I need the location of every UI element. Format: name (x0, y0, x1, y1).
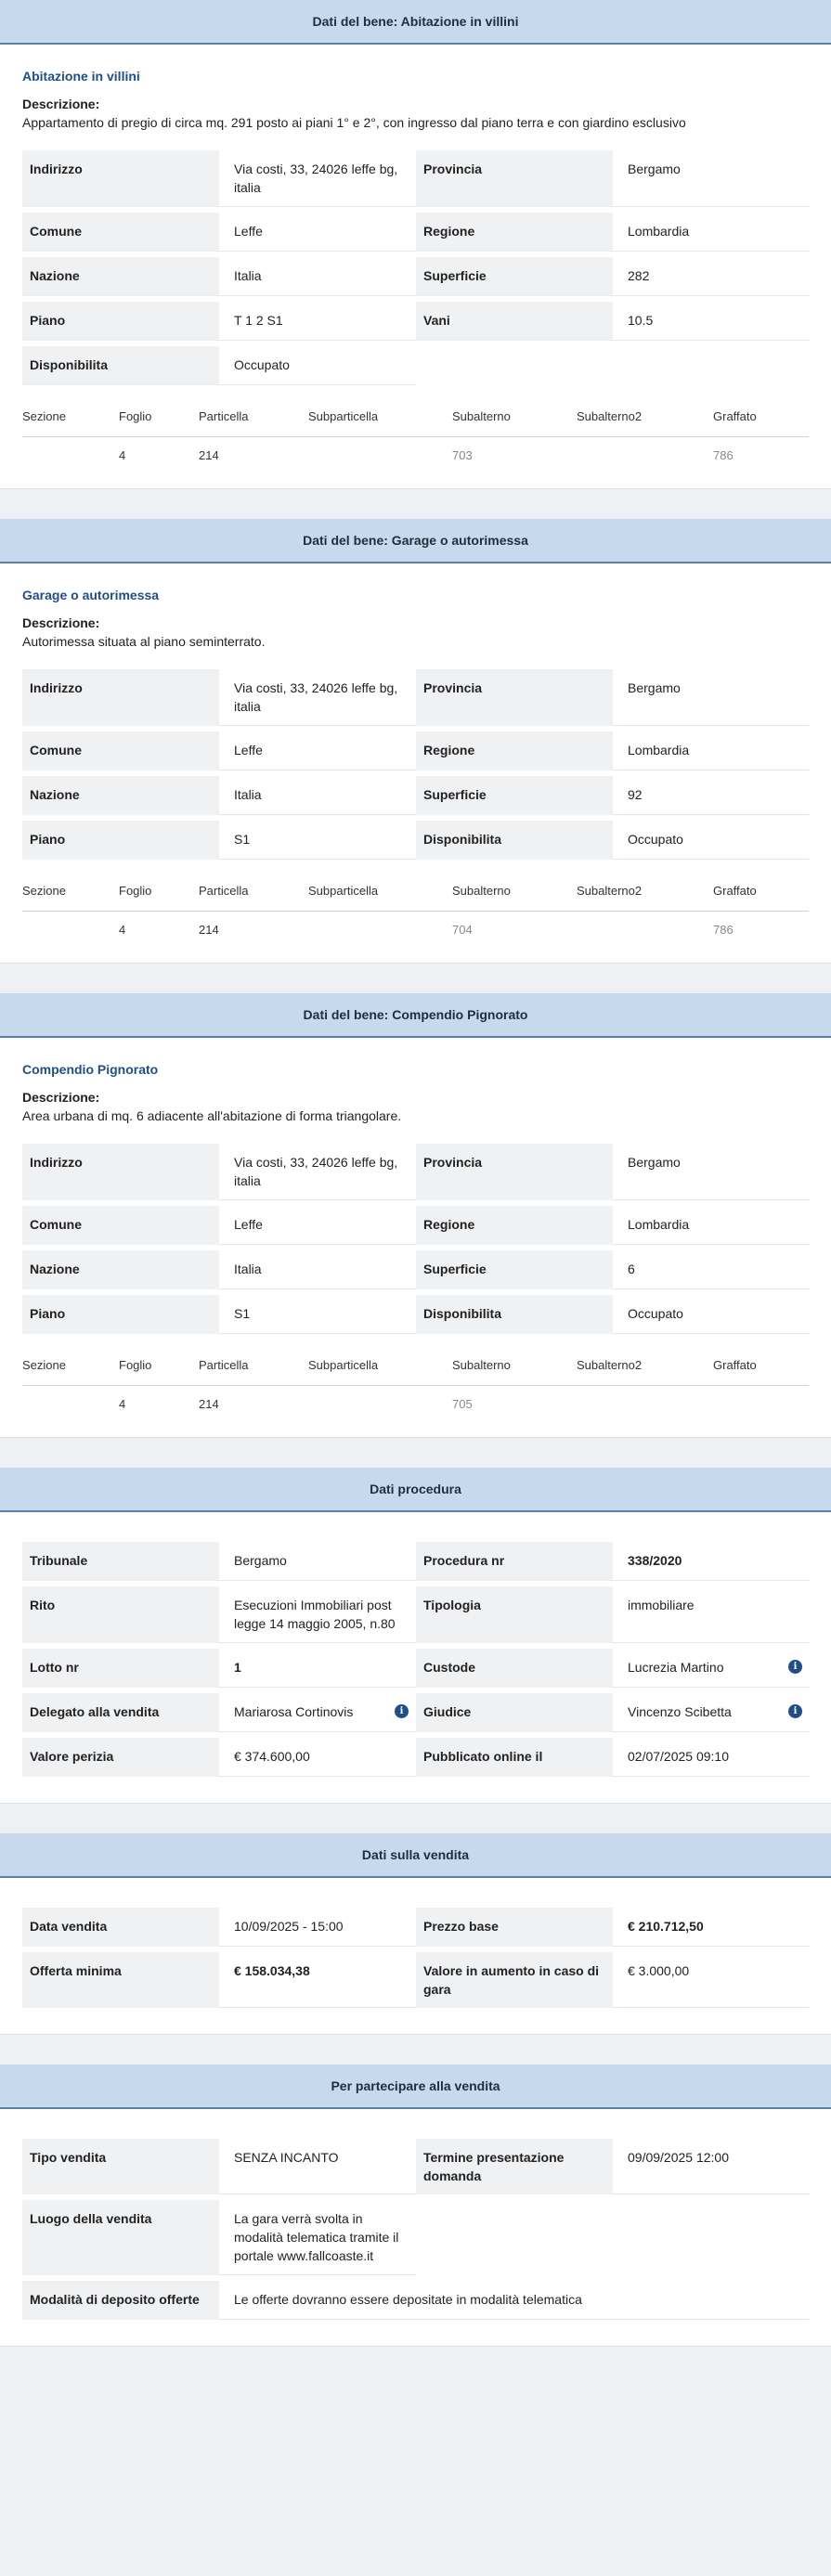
superficie-value: 282 (613, 257, 810, 296)
tribunale-value: Bergamo (219, 1542, 416, 1581)
vani-value: 10.5 (613, 302, 810, 341)
col-subalterno: Subalterno (452, 884, 511, 898)
nazione-value: Italia (219, 257, 416, 296)
cell-graffato: 786 (713, 923, 734, 937)
pubblicato-label: Pubblicato online il (416, 1738, 613, 1777)
indirizzo-label: Indirizzo (22, 1144, 219, 1200)
aumento-value: € 3.000,00 (613, 1952, 810, 2008)
regione-label: Regione (416, 213, 613, 252)
details-grid (22, 1902, 809, 2008)
disponibilita-value: Occupato (613, 1295, 810, 1334)
col-foglio: Foglio (119, 409, 152, 423)
procedura-value: 338/2020 (613, 1542, 810, 1581)
cell-sezione (22, 923, 119, 937)
table-row (22, 437, 809, 462)
cell-foglio: 4 (119, 448, 126, 462)
card-header: Per partecipare alla vendita (0, 2065, 831, 2109)
col-subalterno2: Subalterno2 (577, 884, 643, 898)
cell-subalterno2 (577, 1397, 713, 1411)
description-label: Descrizione: (22, 1090, 100, 1105)
col-particella: Particella (199, 884, 249, 898)
luogo-value: La gara verrà svolta in modalità telematica tramite il portale www.fallcoaste.it (219, 2200, 416, 2275)
delegato-label: Delegato alla vendita (22, 1693, 219, 1732)
regione-label: Regione (416, 731, 613, 770)
asset-card-abitazione (0, 0, 831, 489)
prezzo-base-label: Prezzo base (416, 1908, 613, 1947)
comune-label: Comune (22, 731, 219, 770)
tipologia-label: Tipologia (416, 1586, 613, 1643)
disponibilita-label: Disponibilita (416, 1295, 613, 1334)
rito-label: Rito (22, 1586, 219, 1643)
giudice-name: Vincenzo Scibetta (628, 1704, 732, 1719)
asset-title: Garage o autorimessa (22, 588, 160, 602)
superficie-label: Superficie (416, 257, 613, 296)
piano-value: S1 (219, 821, 416, 860)
info-icon[interactable]: i (395, 1704, 409, 1718)
cell-graffato (713, 1397, 809, 1411)
col-sezione: Sezione (22, 884, 66, 898)
col-subalterno2: Subalterno2 (577, 409, 643, 423)
rito-value: Esecuzioni Immobiliari post legge 14 maggio 2005, n.80 (219, 1586, 416, 1643)
cell-particella: 214 (199, 1397, 219, 1411)
cadastre-header-row (22, 1358, 809, 1386)
cell-subalterno: 703 (452, 448, 473, 462)
giudice-value (613, 1693, 810, 1732)
asset-title: Abitazione in villini (22, 69, 140, 84)
cadastre-header-row (22, 409, 809, 437)
details-grid (22, 2133, 809, 2320)
description-label: Descrizione: (22, 615, 100, 630)
col-subalterno2: Subalterno2 (577, 1358, 643, 1372)
regione-label: Regione (416, 1206, 613, 1245)
disponibilita-label: Disponibilita (416, 821, 613, 860)
table-row (22, 912, 809, 937)
card-header: Dati del bene: Abitazione in villini (0, 0, 831, 45)
cell-subalterno2 (577, 448, 713, 462)
cell-particella: 214 (199, 448, 219, 462)
cell-graffato: 786 (713, 448, 734, 462)
description-text: Autorimessa situata al piano seminterrato. (22, 634, 266, 649)
aumento-label: Valore in aumento in caso di gara (416, 1952, 613, 2008)
cell-foglio: 4 (119, 1397, 126, 1411)
cell-subparticella (308, 448, 452, 462)
disponibilita-value: Occupato (613, 821, 810, 860)
cadastre-table (22, 1358, 809, 1411)
col-sezione: Sezione (22, 1358, 66, 1372)
nazione-value: Italia (219, 1250, 416, 1289)
tribunale-label: Tribunale (22, 1542, 219, 1581)
provincia-value: Bergamo (613, 150, 810, 207)
piano-label: Piano (22, 302, 219, 341)
col-subparticella: Subparticella (308, 1358, 379, 1372)
col-graffato: Graffato (713, 409, 757, 423)
superficie-value: 92 (613, 776, 810, 815)
cell-foglio: 4 (119, 923, 126, 937)
procedura-label: Procedura nr (416, 1542, 613, 1581)
asset-card-garage (0, 519, 831, 964)
col-foglio: Foglio (119, 1358, 152, 1372)
piano-value: S1 (219, 1295, 416, 1334)
indirizzo-value: Via costi, 33, 24026 leffe bg, italia (219, 669, 416, 726)
details-grid (22, 664, 809, 860)
regione-value: Lombardia (613, 731, 810, 770)
termine-label: Termine presentazione domanda (416, 2139, 613, 2194)
asset-title: Compendio Pignorato (22, 1062, 159, 1077)
provincia-label: Provincia (416, 669, 613, 726)
custode-name: Lucrezia Martino (628, 1660, 724, 1675)
col-graffato: Graffato (713, 884, 757, 898)
tipologia-value: immobiliare (613, 1586, 810, 1643)
partecipare-card (0, 2065, 831, 2347)
tipo-vendita-label: Tipo vendita (22, 2139, 219, 2194)
col-subparticella: Subparticella (308, 884, 379, 898)
provincia-value: Bergamo (613, 669, 810, 726)
perizia-label: Valore perizia (22, 1738, 219, 1777)
col-foglio: Foglio (119, 884, 152, 898)
lotto-value: 1 (219, 1649, 416, 1688)
cadastre-header-row (22, 884, 809, 912)
data-vendita-label: Data vendita (22, 1908, 219, 1947)
cell-subparticella (308, 923, 452, 937)
description-label: Descrizione: (22, 97, 100, 111)
col-sezione: Sezione (22, 409, 66, 423)
indirizzo-label: Indirizzo (22, 150, 219, 207)
blank-cell (613, 2200, 810, 2275)
nazione-value: Italia (219, 776, 416, 815)
nazione-label: Nazione (22, 257, 219, 296)
cell-subparticella (308, 1397, 452, 1411)
cell-sezione (22, 448, 119, 462)
cadastre-table (22, 884, 809, 937)
deposito-label: Modalità di deposito offerte (22, 2281, 219, 2320)
description-text: Appartamento di pregio di circa mq. 291 posto ai piani 1° e 2°, con ingresso dal piano terra e con giardino esclusivo (22, 115, 686, 130)
custode-label: Custode (416, 1649, 613, 1688)
col-subalterno: Subalterno (452, 1358, 511, 1372)
vani-label: Vani (416, 302, 613, 341)
cadastre-table (22, 409, 809, 462)
details-grid (22, 1138, 809, 1334)
piano-label: Piano (22, 821, 219, 860)
procedura-card (0, 1468, 831, 1804)
indirizzo-value: Via costi, 33, 24026 leffe bg, italia (219, 150, 416, 207)
col-subparticella: Subparticella (308, 409, 379, 423)
indirizzo-label: Indirizzo (22, 669, 219, 726)
superficie-label: Superficie (416, 776, 613, 815)
blank-cell (416, 2200, 613, 2275)
pubblicato-value: 02/07/2025 09:10 (613, 1738, 810, 1777)
superficie-label: Superficie (416, 1250, 613, 1289)
nazione-label: Nazione (22, 776, 219, 815)
offerta-minima-value: € 158.034,38 (219, 1952, 416, 2008)
offerta-minima-label: Offerta minima (22, 1952, 219, 2008)
giudice-label: Giudice (416, 1693, 613, 1732)
provincia-label: Provincia (416, 1144, 613, 1200)
comune-value: Leffe (219, 213, 416, 252)
details-grid (22, 145, 809, 385)
regione-value: Lombardia (613, 1206, 810, 1245)
indirizzo-value: Via costi, 33, 24026 leffe bg, italia (219, 1144, 416, 1200)
termine-value: 09/09/2025 12:00 (613, 2139, 810, 2194)
prezzo-base-value: € 210.712,50 (613, 1908, 810, 1947)
nazione-label: Nazione (22, 1250, 219, 1289)
perizia-value: € 374.600,00 (219, 1738, 416, 1777)
vendita-card (0, 1833, 831, 2035)
asset-card-compendio (0, 993, 831, 1438)
info-icon[interactable]: i (788, 1704, 802, 1718)
col-particella: Particella (199, 1358, 249, 1372)
piano-label: Piano (22, 1295, 219, 1334)
superficie-value: 6 (613, 1250, 810, 1289)
luogo-label: Luogo della vendita (22, 2200, 219, 2275)
delegato-value (219, 1693, 416, 1732)
comune-label: Comune (22, 1206, 219, 1245)
col-subalterno: Subalterno (452, 409, 511, 423)
deposito-value: Le offerte dovranno essere depositate in modalità telematica (219, 2281, 810, 2320)
cell-subalterno2 (577, 923, 713, 937)
description-text: Area urbana di mq. 6 adiacente all'abitazione di forma triangolare. (22, 1108, 402, 1123)
details-grid (22, 1536, 809, 1777)
comune-value: Leffe (219, 731, 416, 770)
cell-particella: 214 (199, 923, 219, 937)
card-header: Dati procedura (0, 1468, 831, 1512)
col-particella: Particella (199, 409, 249, 423)
lotto-label: Lotto nr (22, 1649, 219, 1688)
disponibilita-label: Disponibilita (22, 346, 219, 385)
card-header: Dati del bene: Compendio Pignorato (0, 993, 831, 1038)
provincia-label: Provincia (416, 150, 613, 207)
provincia-value: Bergamo (613, 1144, 810, 1200)
custode-value (613, 1649, 810, 1688)
cell-subalterno: 704 (452, 923, 473, 937)
col-graffato: Graffato (713, 1358, 757, 1372)
comune-label: Comune (22, 213, 219, 252)
card-header: Dati del bene: Garage o autorimessa (0, 519, 831, 563)
cell-subalterno: 705 (452, 1397, 473, 1411)
disponibilita-value: Occupato (219, 346, 416, 385)
piano-value: T 1 2 S1 (219, 302, 416, 341)
card-header: Dati sulla vendita (0, 1833, 831, 1878)
data-vendita-value: 10/09/2025 - 15:00 (219, 1908, 416, 1947)
comune-value: Leffe (219, 1206, 416, 1245)
table-row (22, 1386, 809, 1411)
cell-sezione (22, 1397, 119, 1411)
tipo-vendita-value: SENZA INCANTO (219, 2139, 416, 2194)
delegato-name: Mariarosa Cortinovis (234, 1704, 354, 1719)
regione-value: Lombardia (613, 213, 810, 252)
info-icon[interactable]: i (788, 1660, 802, 1674)
